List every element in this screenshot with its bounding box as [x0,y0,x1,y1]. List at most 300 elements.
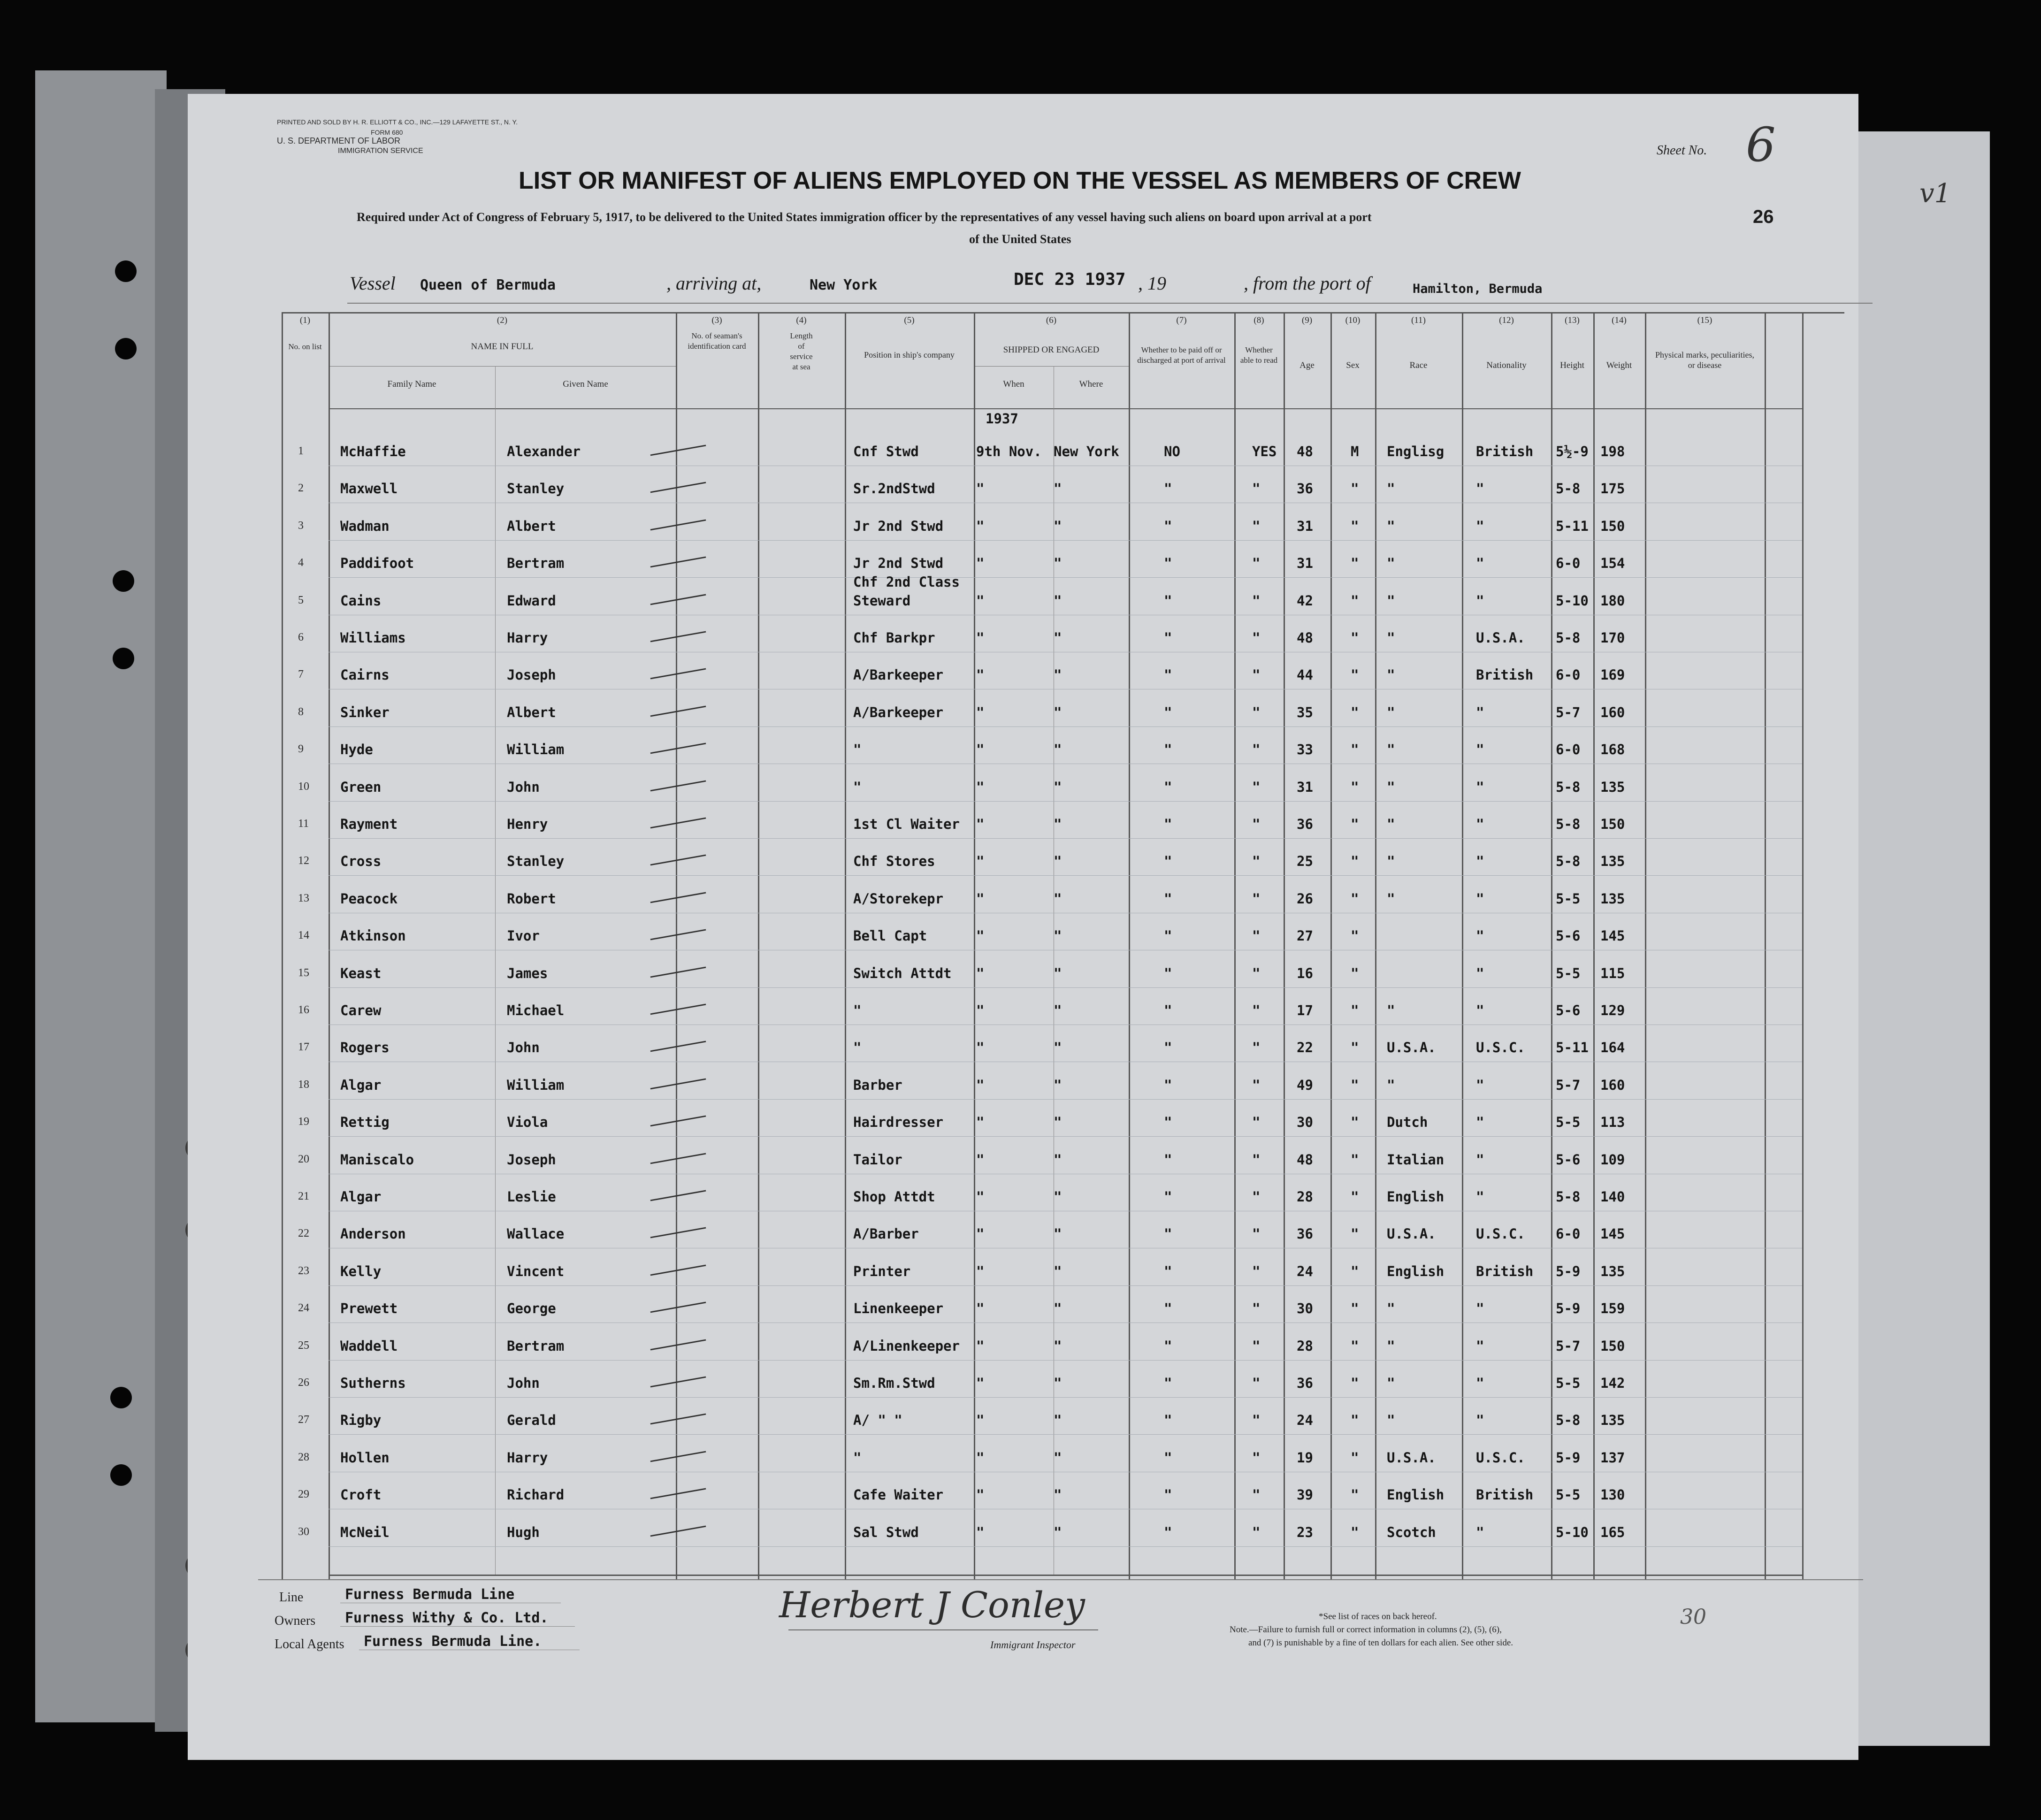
cell-sex: " [1351,891,1359,907]
cell-family: Peacock [340,891,398,907]
cell-race: " [1387,742,1395,757]
cell-height: 5½-9 [1556,444,1589,459]
cell-read: " [1252,1226,1261,1242]
cell-nationality: " [1476,891,1484,907]
cell-when: " [976,779,985,795]
cell-height: 5-7 [1556,1338,1581,1354]
cell-height: 5-8 [1556,1189,1581,1205]
col4-number: (4) [796,315,807,325]
cell-paid: " [1164,1524,1172,1540]
cell-position-continued: Chf 2nd Class [853,574,960,590]
row-number: 2 [298,482,304,494]
cell-weight: 150 [1600,1338,1625,1354]
cell-height: 5-8 [1556,481,1581,497]
cell-when: " [976,853,985,869]
cell-where: " [1054,1263,1062,1279]
cell-race: " [1387,518,1395,534]
cell-nationality: British [1476,444,1534,459]
cell-where: " [1054,1487,1062,1503]
cell-when: " [976,1412,985,1428]
footer-rule [340,1626,575,1627]
cell-when: " [976,630,985,646]
cell-given: Stanley [507,481,565,497]
cell-position: " [853,742,862,757]
cell-given: Leslie [507,1189,556,1205]
row-rule [329,577,1802,578]
cell-where: " [1054,742,1062,757]
cell-age: 24 [1297,1412,1313,1428]
cell-read: " [1252,667,1261,683]
cell-race: " [1387,667,1395,683]
cell-sex: " [1351,1077,1359,1093]
cell-when: " [976,1263,985,1279]
cell-given: Henry [507,816,548,832]
cell-where: " [1054,1077,1062,1093]
cell-given: John [507,1375,540,1391]
cell-read: " [1252,481,1261,497]
cell-read: " [1252,1487,1261,1503]
cell-read: " [1252,742,1261,757]
cell-where: " [1054,630,1062,646]
cell-position: A/ " " [853,1412,902,1428]
cell-age: 23 [1297,1524,1313,1540]
cell-paid: " [1164,965,1172,981]
row-rule [329,540,1802,541]
col-sep [1802,312,1804,1579]
row-number: 17 [298,1041,309,1053]
cell-paid: " [1164,667,1172,683]
cell-nationality: " [1476,593,1484,609]
cell-paid: " [1164,1002,1172,1018]
row-number: 1 [298,445,304,457]
cell-where: " [1054,1114,1062,1130]
cell-nationality: " [1476,555,1484,571]
col8-number: (8) [1254,315,1264,325]
cell-weight: 170 [1600,630,1625,646]
cell-read: " [1252,965,1261,981]
cell-read: " [1252,630,1261,646]
cell-position: Shop Attdt [853,1189,935,1205]
cell-family: Williams [340,630,406,646]
cell-race: Italian [1387,1152,1445,1168]
cell-nationality: U.S.C. [1476,1226,1525,1242]
cell-position: Sm.Rm.Stwd [853,1375,935,1391]
cell-given: Wallace [507,1226,565,1242]
row-number: 22 [298,1227,309,1239]
cell-read: " [1252,853,1261,869]
cell-weight: 180 [1600,593,1625,609]
handwritten-count: 30 [1680,1605,1706,1629]
footer-top-border [258,1579,1863,1580]
cell-nationality: " [1476,518,1484,534]
col14-header: Weight [1606,360,1632,370]
cell-given: Joseph [507,667,556,683]
cell-race: " [1387,1300,1395,1316]
cell-age: 36 [1297,816,1313,832]
cell-age: 48 [1297,1152,1313,1168]
cell-read: " [1252,555,1261,571]
cell-nationality: " [1476,1189,1484,1205]
cell-race: " [1387,891,1395,907]
cell-height: 5-7 [1556,1077,1581,1093]
cell-height: 5-8 [1556,853,1581,869]
cell-height: 5-5 [1556,1487,1581,1503]
cell-sex: " [1351,481,1359,497]
col-sep [1551,312,1552,1579]
row-number: 9 [298,743,304,755]
cell-position: A/Storekepr [853,891,944,907]
col-sep [676,312,677,1579]
cell-given: John [507,779,540,795]
cell-sex: " [1351,555,1359,571]
cell-sex: " [1351,1524,1359,1540]
cell-age: 25 [1297,853,1313,869]
cell-family: McNeil [340,1524,390,1540]
cell-age: 17 [1297,1002,1313,1018]
row-number: 24 [298,1302,309,1314]
cell-sex: " [1351,1002,1359,1018]
cell-paid: " [1164,816,1172,832]
cell-race: " [1387,779,1395,795]
cell-weight: 198 [1600,444,1625,459]
cell-position: " [853,779,862,795]
cell-when: " [976,593,985,609]
row-number: 5 [298,594,304,606]
cell-family: McHaffie [340,444,406,459]
cell-read: " [1252,1152,1261,1168]
cell-read: " [1252,1338,1261,1354]
cell-paid: " [1164,1152,1172,1168]
cell-weight: 150 [1600,518,1625,534]
cell-weight: 145 [1600,1226,1625,1242]
cell-given: William [507,742,565,757]
cell-when: " [976,481,985,497]
page-title: LIST OR MANIFEST OF ALIENS EMPLOYED ON THE VESSEL AS MEMBERS OF CREW [519,167,1521,194]
cell-where: " [1054,1412,1062,1428]
cell-position: " [853,1040,862,1055]
col5-header: Position in ship's company [864,350,955,359]
row-number: 21 [298,1190,309,1202]
cell-height: 5-6 [1556,1002,1581,1018]
cell-read: " [1252,1040,1261,1055]
cell-sex: " [1351,1152,1359,1168]
cell-sex: " [1351,779,1359,795]
col-sep [758,312,759,1579]
cell-family: Maxwell [340,481,398,497]
cell-where: " [1054,1189,1062,1205]
punch-hole [110,1464,132,1486]
cell-paid: " [1164,593,1172,609]
vessel-label: Vessel [350,273,396,294]
cell-weight: 135 [1600,779,1625,795]
cell-given: Richard [507,1487,565,1503]
row-number: 8 [298,706,304,718]
cell-age: 27 [1297,928,1313,944]
cell-when: " [976,928,985,944]
inspector-label: Immigrant Inspector [990,1639,1076,1651]
col-sep [495,366,496,1575]
cell-where: " [1054,928,1062,944]
dept-line-1: U. S. DEPARTMENT OF LABOR [277,136,401,145]
row-number: 23 [298,1265,309,1277]
row-rule [329,726,1802,727]
cell-read: " [1252,928,1261,944]
row-number: 14 [298,929,309,941]
row-number: 15 [298,967,309,979]
cell-when: " [976,1077,985,1093]
cell-read: " [1252,1189,1261,1205]
cell-weight: 140 [1600,1189,1625,1205]
shipped-subheader-line [974,366,1129,367]
line-label: Line [279,1590,304,1605]
cell-where: " [1054,1226,1062,1242]
col1-number: (1) [299,315,311,325]
cell-where: " [1054,891,1062,907]
col15-header: Physical marks, peculiarities, or disease [1655,350,1754,370]
cell-family: Rayment [340,816,398,832]
cell-nationality: " [1476,965,1484,981]
cell-position: Cnf Stwd [853,444,919,459]
cell-height: 5-9 [1556,1300,1581,1316]
agents-label: Local Agents [275,1637,344,1652]
cell-nationality: " [1476,1114,1484,1130]
cell-nationality: British [1476,667,1534,683]
cell-when: " [976,1114,985,1130]
cell-given: Robert [507,891,556,907]
cell-family: Rogers [340,1040,390,1055]
cell-given: Joseph [507,1152,556,1168]
printer-line: PRINTED AND SOLD BY H. R. ELLIOTT & CO., INC.—129 LAFAYETTE ST., N. Y. [277,118,518,126]
cell-sex: " [1351,1412,1359,1428]
col13-header: Height [1560,360,1584,370]
row-number: 10 [298,780,309,793]
punch-hole [113,570,134,592]
cell-family: Cross [340,853,382,869]
cell-sex: " [1351,965,1359,981]
cell-where: " [1054,779,1062,795]
cell-position: A/Barber [853,1226,919,1242]
cell-height: 6-0 [1556,742,1581,757]
races-note: *See list of races on back hereof. [1319,1612,1437,1621]
cell-family: Keast [340,965,382,981]
cell-position: Sr.2ndStwd [853,481,935,497]
cell-read: " [1252,1300,1261,1316]
cell-when: " [976,1300,985,1316]
cell-read: " [1252,1450,1261,1466]
cell-when: " [976,555,985,571]
cell-given: Bertram [507,555,565,571]
cell-family: Atkinson [340,928,406,944]
row-number: 26 [298,1376,309,1389]
cell-given: Harry [507,630,548,646]
cell-height: 5-11 [1556,518,1589,534]
cell-weight: 150 [1600,816,1625,832]
cell-race: " [1387,593,1395,609]
cell-age: 24 [1297,1263,1313,1279]
cell-age: 16 [1297,965,1313,981]
row-number: 6 [298,631,304,643]
cell-age: 28 [1297,1189,1313,1205]
cell-sex: " [1351,704,1359,720]
cell-where: New York [1054,444,1119,459]
cell-when: " [976,1152,985,1168]
row-number: 16 [298,1004,309,1016]
col2-number: (2) [497,315,508,325]
cell-where: " [1054,518,1062,534]
cell-read: " [1252,1412,1261,1428]
cell-given: Michael [507,1002,565,1018]
cell-when: " [976,518,985,534]
col9-header: Age [1300,360,1315,370]
row-rule [329,875,1802,876]
col4-header: Length of service at sea [790,331,813,371]
cell-weight: 142 [1600,1375,1625,1391]
col-sep [1234,312,1236,1579]
row-rule [329,1285,1802,1286]
header-bottom-border [329,408,1802,409]
col10-header: Sex [1346,360,1360,370]
cell-read: " [1252,816,1261,832]
cell-nationality: British [1476,1263,1534,1279]
cell-when: " [976,1487,985,1503]
row-number: 19 [298,1116,309,1128]
cell-paid: " [1164,742,1172,757]
cell-given: John [507,1040,540,1055]
cell-race: " [1387,853,1395,869]
vessel-name: Queen of Bermuda [420,277,556,293]
cell-race: " [1387,630,1395,646]
cell-paid: " [1164,555,1172,571]
cell-height: 5-6 [1556,1152,1581,1168]
cell-given: Hugh [507,1524,540,1540]
cell-where: " [1054,816,1062,832]
col2-header: NAME IN FULL [471,342,534,352]
col2-given-header: Given Name [563,379,608,389]
cell-read: " [1252,1375,1261,1391]
cell-position: Jr 2nd Stwd [853,518,944,534]
cell-read: " [1252,779,1261,795]
cell-race: English [1387,1487,1445,1503]
row-number: 11 [298,818,309,830]
cell-family: Cairns [340,667,390,683]
cell-nationality: " [1476,928,1484,944]
cell-given: George [507,1300,556,1316]
cell-sex: " [1351,1450,1359,1466]
row-number: 12 [298,855,309,867]
cell-height: 5-5 [1556,1114,1581,1130]
col14-number: (14) [1612,315,1627,325]
cell-age: 30 [1297,1300,1313,1316]
year-label: , 19 [1138,273,1166,294]
cell-given: Albert [507,518,556,534]
col-sep [845,312,846,1579]
cell-race: " [1387,1077,1395,1093]
cell-position: Steward [853,593,911,609]
cell-position: " [853,1450,862,1466]
binding-strip [35,70,167,1722]
cell-paid: " [1164,853,1172,869]
cell-age: 19 [1297,1450,1313,1466]
cell-height: 5-5 [1556,965,1581,981]
cell-position: Chf Stores [853,853,935,869]
cell-read: " [1252,1114,1261,1130]
cell-paid: " [1164,704,1172,720]
cell-height: 5-11 [1556,1040,1589,1055]
cell-age: 33 [1297,742,1313,757]
cell-family: Sutherns [340,1375,406,1391]
date-stamp: DEC 23 1937 [1014,270,1126,289]
cell-read: " [1252,1077,1261,1093]
cell-race: U.S.A. [1387,1450,1436,1466]
cell-race: Dutch [1387,1114,1428,1130]
col6-where-header: Where [1079,379,1103,389]
cell-read: " [1252,1263,1261,1279]
corner-mark: v1 [1919,178,1951,209]
col2-family-header: Family Name [387,379,436,389]
cell-paid: " [1164,891,1172,907]
cell-weight: 168 [1600,742,1625,757]
cell-paid: " [1164,630,1172,646]
cell-given: Alexander [507,444,581,459]
cell-age: 44 [1297,667,1313,683]
cell-weight: 159 [1600,1300,1625,1316]
cell-age: 26 [1297,891,1313,907]
row-number: 18 [298,1078,309,1091]
col6-when-header: When [1003,379,1024,389]
cell-weight: 130 [1600,1487,1625,1503]
cell-height: 6-0 [1556,555,1581,571]
cell-family: Kelly [340,1263,382,1279]
cell-when: " [976,704,985,720]
cell-position: A/Barkeeper [853,704,944,720]
cell-where: " [1054,1375,1062,1391]
cell-age: 36 [1297,1226,1313,1242]
cell-sex: " [1351,518,1359,534]
cell-height: 5-7 [1556,704,1581,720]
cell-paid: " [1164,779,1172,795]
cell-family: Algar [340,1077,382,1093]
cell-height: 5-5 [1556,1375,1581,1391]
line-value: Furness Bermuda Line [345,1586,515,1603]
cell-weight: 113 [1600,1114,1625,1130]
cell-family: Anderson [340,1226,406,1242]
cell-age: 36 [1297,481,1313,497]
cell-family: Wadman [340,518,390,534]
col3-number: (3) [711,315,722,325]
row-number: 28 [298,1451,309,1463]
cell-family: Rigby [340,1412,382,1428]
row-rule [329,987,1802,988]
col-sep [1462,312,1463,1579]
cell-where: " [1054,1450,1062,1466]
punch-hole [115,338,137,359]
cell-paid: " [1164,518,1172,534]
cell-age: 31 [1297,779,1313,795]
cell-position: Barber [853,1077,902,1093]
cell-nationality: " [1476,742,1484,757]
cell-given: Stanley [507,853,565,869]
cell-sex: " [1351,1375,1359,1391]
cell-when: " [976,816,985,832]
cell-age: 31 [1297,555,1313,571]
col-sep [1284,312,1285,1579]
row-rule [329,1136,1802,1137]
cell-weight: 135 [1600,1263,1625,1279]
cell-race: " [1387,1412,1395,1428]
cell-where: " [1054,1152,1062,1168]
cell-where: " [1054,965,1062,981]
cell-given: Albert [507,704,556,720]
